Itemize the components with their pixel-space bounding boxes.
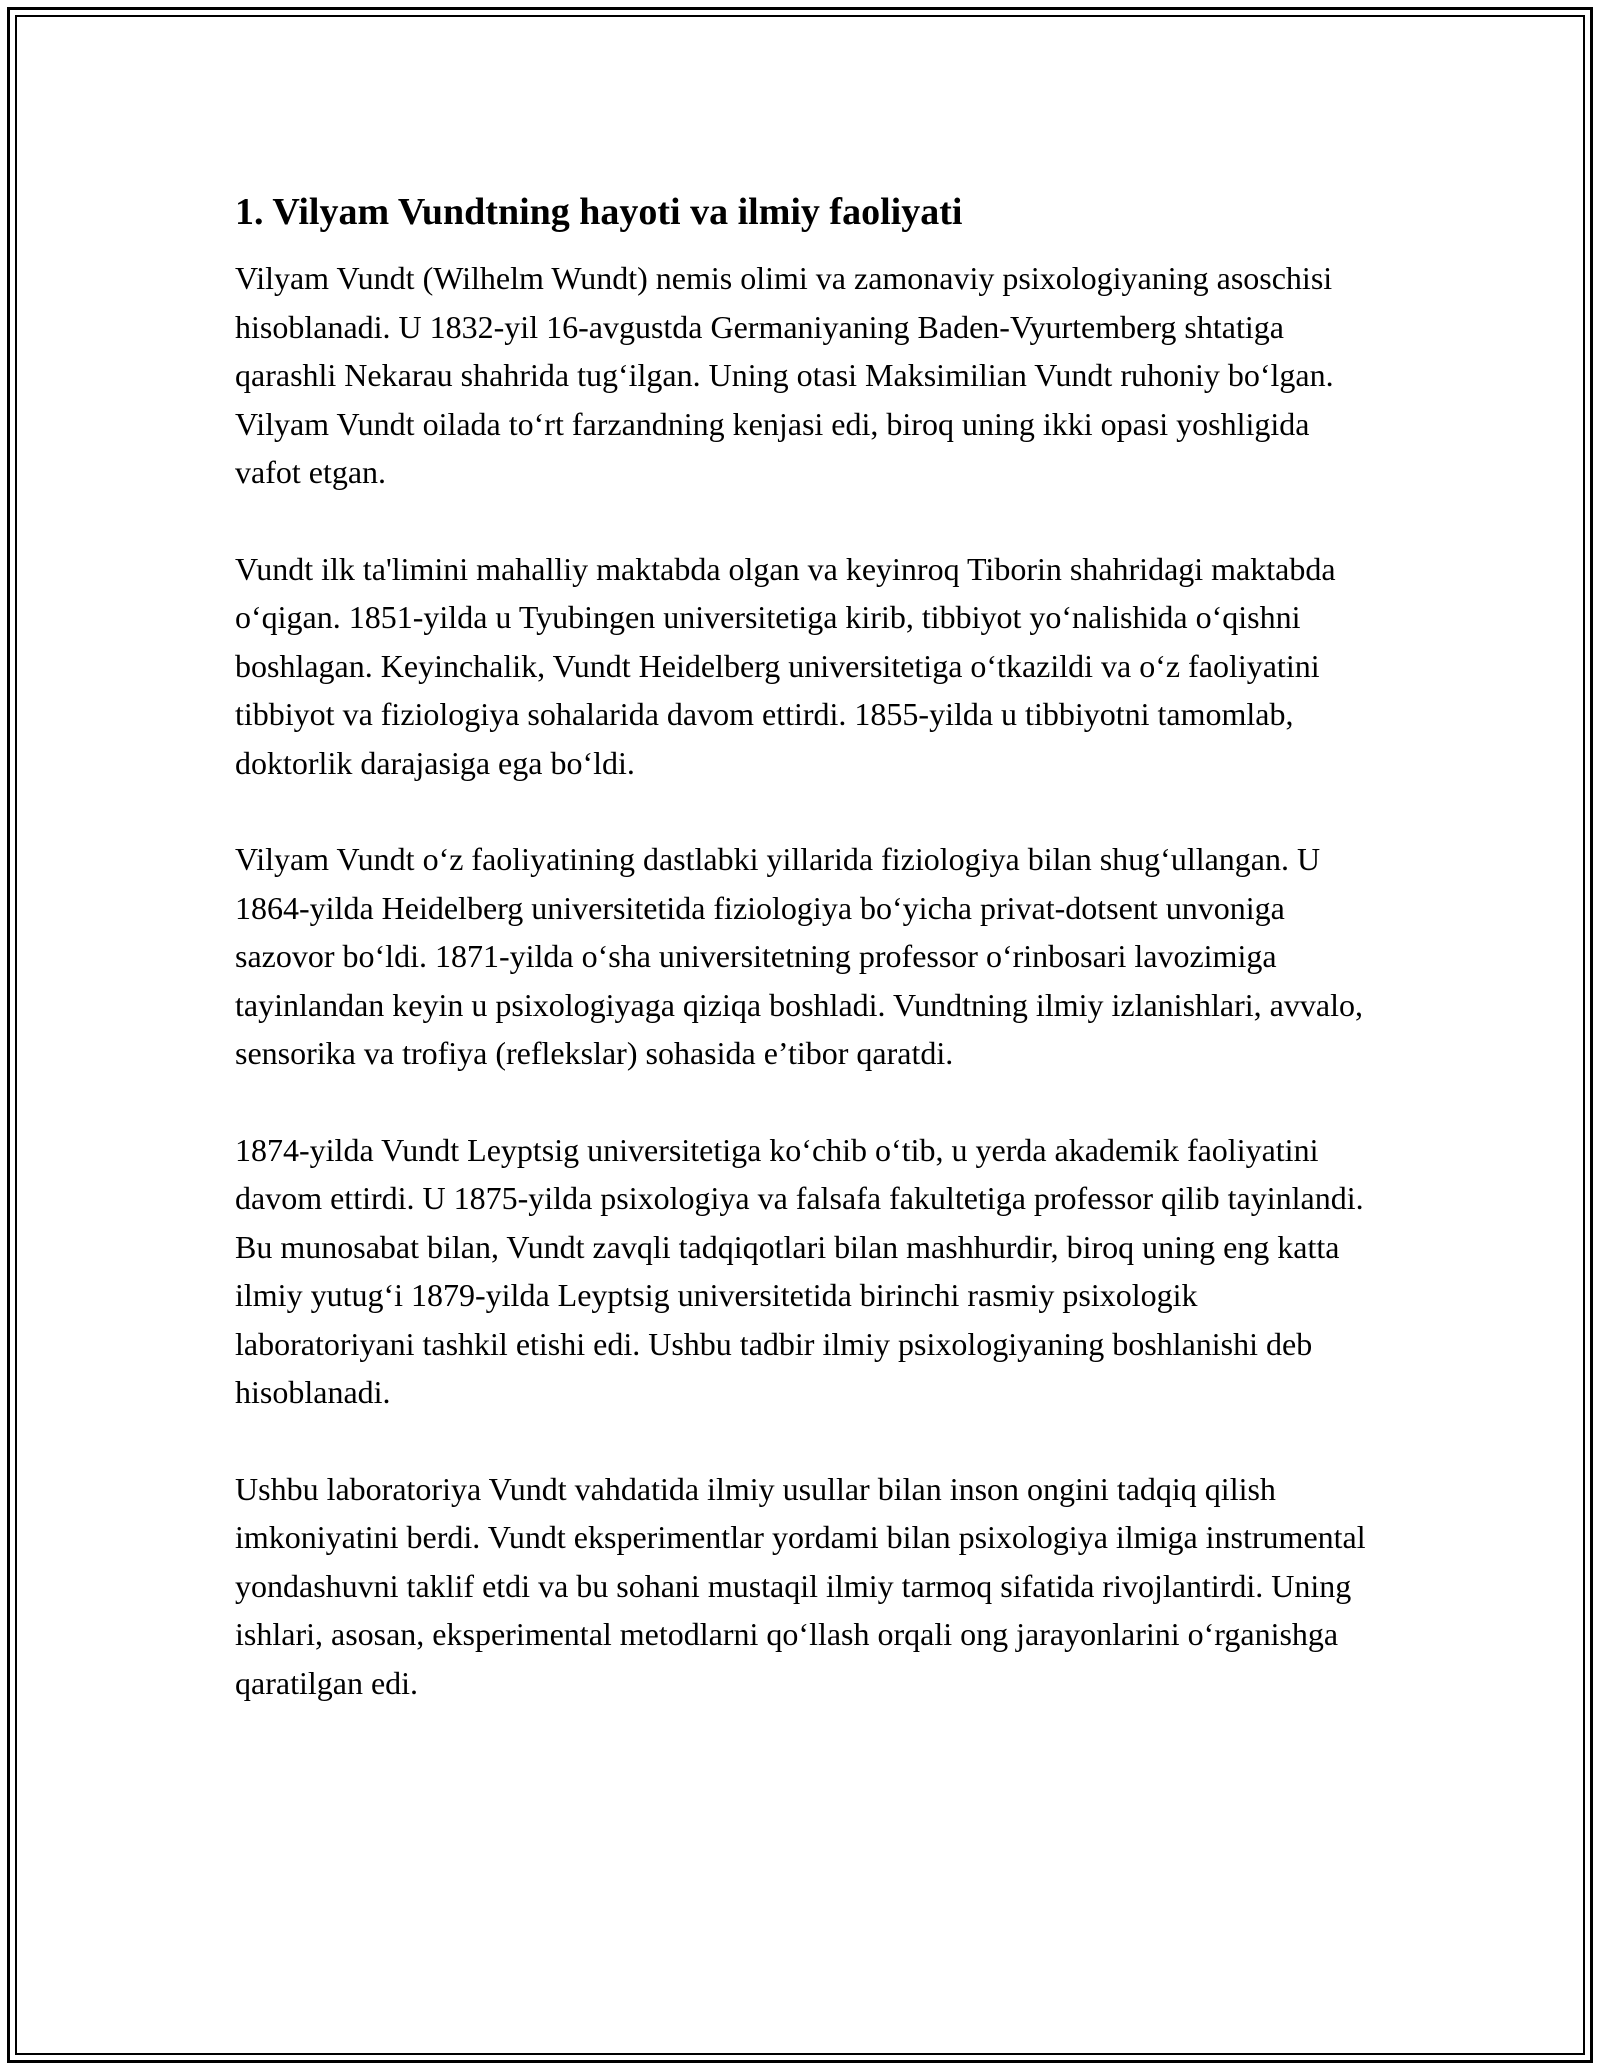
paragraph-3: Vilyam Vundt o‘z faoliyatining dastlabki yillarida fiziologiya bilan shug‘ullangan. U 1864-yilda Heidelberg universitetida fiziologiya bo‘yicha privat-dotsent unvoniga sazovor bo‘ldi. 1871-yilda o‘sha universitetning professor o‘rinbosari lavozimiga tayinlandan keyin u psixologiyaga qiziqa boshladi. Vundtning ilmiy izlanishlari, avvalo, sensorika va trofiya (reflekslar) sohasida e’tibor qaratdi. (235, 841, 1363, 1071)
paragraph-4: 1874-yilda Vundt Leyptsig universitetiga ko‘chib o‘tib, u yerda akademik faoliyatini davom ettirdi. U 1875-yilda psixologiya va falsafa fakultetiga professor qilib tayinlandi. Bu munosabat bilan, Vundt zavqli tadqiqotlari bilan mashhurdir, biroq uning eng katta ilmiy yutug‘i 1879-yilda Leyptsig universitetida birinchi rasmiy psixologik laboratoriyani tashkil etishi edi. Ushbu tadbir ilmiy psixologiyaning boshlanishi deb hisoblanadi. (235, 1131, 1364, 1410)
paragraph-1: Vilyam Vundt (Wilhelm Wundt) nemis olimi va zamonaviy psixologiyaning asoschisi hisoblanadi. U 1832-yil 16-avgustda Germaniyaning Baden-Vyurtemberg shtatiga qarashli Nekarau shahrida tug‘ilgan. Uning otasi Maksimilian Vundt ruhoniy bo‘lgan. Vilyam Vundt oilada to‘rt farzandning kenjasi edi, biroq uning ikki opasi yoshligida vafot etgan. (235, 260, 1334, 490)
section-heading: 1. Vilyam Vundtning hayoti va ilmiy faoliyati (235, 191, 963, 233)
document-body (235, 188, 1375, 1707)
paragraph-5: Ushbu laboratoriya Vundt vahdatida ilmiy usullar bilan inson ongini tadqiq qilish imkoniyatini berdi. Vundt eksperimentlar yordami bilan psixologiya ilmiga instrumental yondashuvni taklif etdi va bu sohani mustaqil ilmiy tarmoq sifatida rivojlantirdi. Uning ishlari, asosan, eksperimental metodlarni qo‘llash orqali ong jarayonlarini o‘rganishga qaratilgan edi. (235, 1470, 1366, 1701)
paragraph-2: Vundt ilk ta'limini mahalliy maktabda olgan va keyinroq Tiborin shahridagi maktabda o‘qigan. 1851-yilda u Tyubingen universitetiga kirib, tibbiyot yo‘nalishida o‘qishni boshlagan. Keyinchalik, Vundt Heidelberg universitetiga o‘tkazildi va o‘z faoliyatini tibbiyot va fiziologiya sohalarida davom ettirdi. 1855-yilda u tibbiyotni tamomlab, doktorlik darajasiga ega bo‘ldi. (235, 550, 1336, 781)
